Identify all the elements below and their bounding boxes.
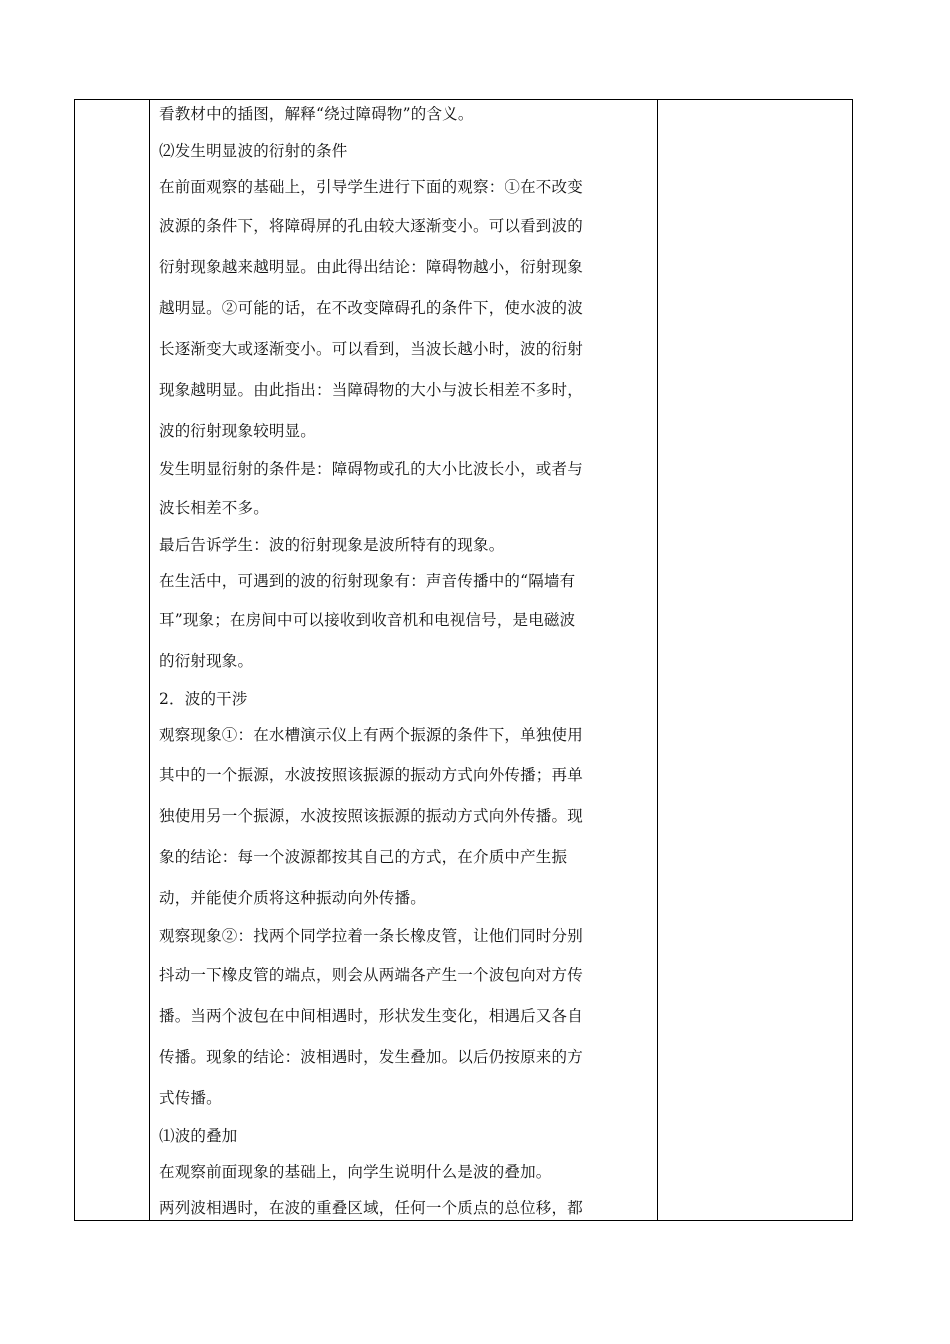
text-line: 在前面观察的基础上，引导学生进行下面的观察：①在不改变 [159,178,583,196]
text-line: 的衍射现象。 [159,652,254,670]
text-line: 观察现象②：找两个同学拉着一条长橡皮管，让他们同时分别 [159,927,583,945]
text-line: 波源的条件下，将障碍屏的孔由较大逐渐变小。可以看到波的 [159,217,583,235]
text-line: 越明显。②可能的话，在不改变障碍孔的条件下，使水波的波 [159,299,583,317]
text-line: 在生活中，可遇到的波的衍射现象有：声音传播中的“隔墙有 [159,572,576,590]
column-divider-right [657,100,658,1220]
text-line: 波的衍射现象较明显。 [159,422,317,440]
text-line: 现象越明显。由此指出：当障碍物的大小与波长相差不多时， [159,381,583,399]
text-line: 发生明显衍射的条件是：障碍物或孔的大小比波长小，或者与 [159,460,583,478]
text-line: 其中的一个振源，水波按照该振源的振动方式向外传播；再单 [159,766,583,784]
text-line: 看教材中的插图，解释“绕过障碍物”的含义。 [159,105,474,123]
text-line: 耳”现象；在房间中可以接收到收音机和电视信号，是电磁波 [159,611,576,629]
text-line: 独使用另一个振源，水波按照该振源的振动方式向外传播。现 [159,807,583,825]
text-line: 抖动一下橡皮管的端点，则会从两端各产生一个波包向对方传 [159,966,583,984]
text-line: 观察现象①：在水槽演示仪上有两个振源的条件下，单独使用 [159,726,583,744]
text-line: 波长相差不多。 [159,499,269,517]
text-line: 最后告诉学生：波的衍射现象是波所特有的现象。 [159,536,505,554]
text-line: ⑴波的叠加 [159,1127,238,1145]
text-line: 2．波的干涉 [159,690,248,708]
text-line: ⑵发生明显波的衍射的条件 [159,142,348,160]
text-line: 衍射现象越来越明显。由此得出结论：障碍物越小，衍射现象 [159,258,583,276]
text-line: 式传播。 [159,1089,222,1107]
text-line: 象的结论：每一个波源都按其自己的方式，在介质中产生振 [159,848,568,866]
text-line: 在观察前面现象的基础上，向学生说明什么是波的叠加。 [159,1163,552,1181]
column-divider-left [149,100,150,1220]
text-line: 动，并能使介质将这种振动向外传播。 [159,889,426,907]
text-line: 两列波相遇时，在波的重叠区域，任何一个质点的总位移，都 [159,1199,583,1217]
text-line: 长逐渐变大或逐渐变小。可以看到，当波长越小时，波的衍射 [159,340,583,358]
text-line: 播。当两个波包在中间相遇时，形状发生变化，相遇后又各自 [159,1007,583,1025]
text-line: 传播。现象的结论：波相遇时，发生叠加。以后仍按原来的方 [159,1048,583,1066]
